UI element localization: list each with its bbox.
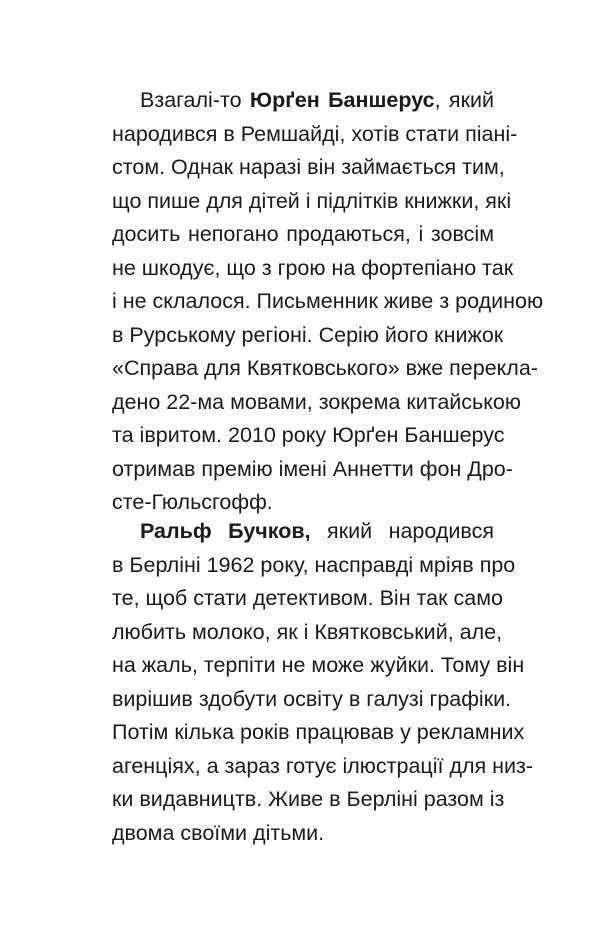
bio-line: в Рурському регіоні. Серію його книжок <box>112 322 504 347</box>
bio-line: що пише для дітей і підлітків книжки, які <box>112 188 512 213</box>
bio-line: народився в Ремшайді, хотів стати піані- <box>112 121 518 146</box>
bio-line: любить молоко, як і Квятковський, але, <box>112 619 503 644</box>
bio-text: Взагалі-то <box>140 88 250 112</box>
bio-line: отримав премію імені Аннетти фон Дро- <box>112 456 513 481</box>
bio-line: вирішив здобути освіту в галузі графіки. <box>112 686 512 711</box>
author-bio-butschkow <box>112 515 534 850</box>
bio-line: на жаль, терпіти не може жуйки. Тому він <box>112 653 525 677</box>
bio-line: досить непогано продаються, і зовсім <box>112 222 494 246</box>
bio-line: не шкодує, що з грою на фортепіано так <box>112 255 514 280</box>
bio-text: , який <box>434 88 495 112</box>
bio-line: агенціях, а зараз готує ілюстрації для низ- <box>112 753 534 778</box>
bio-line <box>112 515 494 549</box>
author-bio-banscherus <box>112 84 544 520</box>
bio-line: дено 22-ма мовами, зокрема китайською <box>112 389 521 414</box>
bio-line: та івритом. 2010 року Юрґен Баншерус <box>112 423 505 447</box>
bio-line <box>112 84 494 118</box>
bio-line: те, щоб стати детективом. Він так само <box>112 586 503 610</box>
bio-line: «Справа для Квятковського» вже перекла- <box>112 356 538 380</box>
bio-line: сте-Гюльсгофф. <box>112 490 273 514</box>
illustrator-name: Ральф Бучков, <box>140 519 311 543</box>
bio-line: двома своїми дітьми. <box>112 820 325 845</box>
bio-line: стом. Однак наразі він займається тим, <box>112 155 505 179</box>
bio-text: який народився <box>310 519 494 543</box>
bio-line: ки видавництв. Живе в Берліні разом із <box>112 787 505 811</box>
bio-line: в Берліні 1962 року, насправді мріяв про <box>112 552 516 577</box>
author-name: Юрґен Баншерус <box>249 88 435 112</box>
bio-line: і не склалося. Письменник живе з родиною <box>112 289 544 313</box>
bio-line: Потім кілька років працював у рекламних <box>112 720 525 744</box>
